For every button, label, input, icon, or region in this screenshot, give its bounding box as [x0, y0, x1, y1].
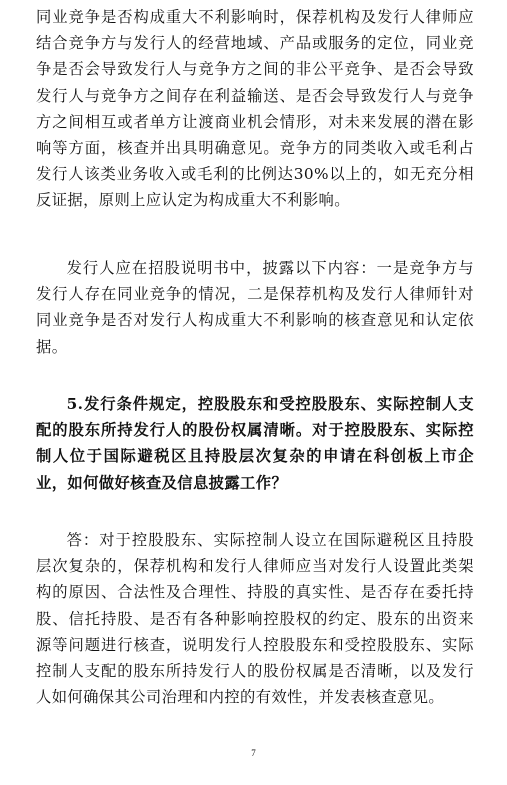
paragraph-competition-assessment: 同业竞争是否构成重大不利影响时，保荐机构及发行人律师应结合竞争方与发行人的经营地域、产品或服务的定位，同业竞争是否会导致发行人与竞争方之间的非公平竞争、是否会导致发行人与竞争方之间存在利益输送、是否会导致发行人与竞争方之间相互或者单方让渡商业机会情形，对未来发展的潜在影响等方面，核查并出具明确意见。竞争方的同类收入或毛利占发行人该类业务收入或毛利的比例达30%以上的，如无充分相反证据，原则上应认定为构成重大不利影响。	[36, 8, 474, 210]
answer-paragraph: 答：对于控股股东、实际控制人设立在国际避税区且持股层次复杂的，保荐机构和发行人律师应当对发行人设置此类架构的原因、合法性及合理性、持股的真实性、是否存在委托持股、信托持股、是否有各种影响控股权的约定、股东的出资来源等问题进行核查，说明发行人控股股东和受控股股东、实际控制人支配的股东所持发行人的股份权属是否清晰，以及发行人如何确保其公司治理和内控的有效性，并发表核查意见。	[36, 531, 474, 707]
question-heading: 5.发行条件规定，控股股东和受控股股东、实际控制人支配的股东所持发行人的股份权属清晰。对于控股股东、实际控制人位于国际避税区且持股层次复杂的申请在科创板上市企业，如何做好核查及信息披露工作？	[36, 395, 474, 492]
paragraph-disclosure-requirements: 发行人应在招股说明书中，披露以下内容：一是竞争方与发行人存在同业竞争的情况，二是保荐机构及发行人律师针对同业竞争是否对发行人构成重大不利影响的核查意见和认定依据。	[36, 259, 474, 356]
page-number: 7	[251, 748, 256, 758]
